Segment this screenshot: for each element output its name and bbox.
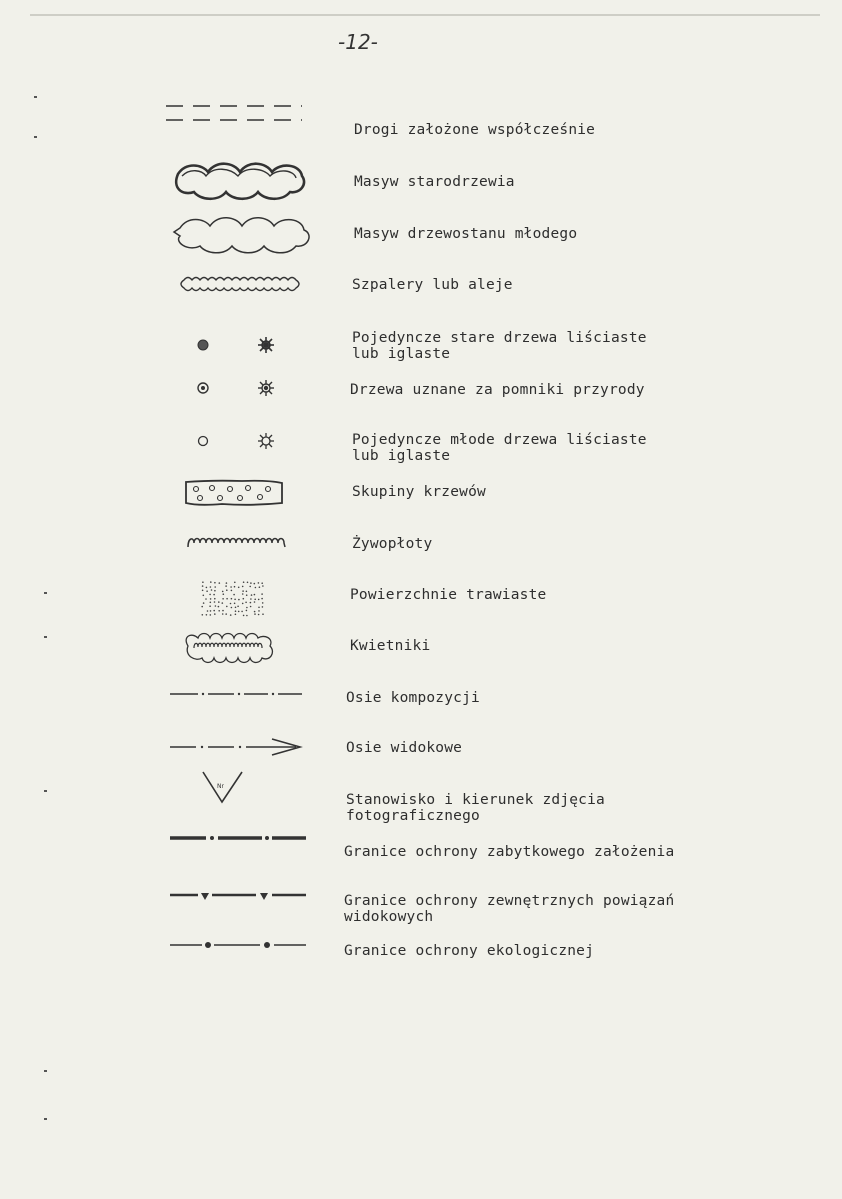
monument-protection-border-icon	[168, 832, 308, 844]
legend-label-ecological-border: Granice ochrony ekologicznej	[344, 943, 595, 959]
margin-mark	[44, 592, 47, 594]
legend-label-monument-border: Granice ochrony zabytkowego założenia	[344, 844, 675, 860]
view-axis-arrow-icon	[168, 737, 304, 757]
shrub-groups-icon	[182, 478, 286, 508]
old-forest-mass-icon	[168, 158, 310, 204]
margin-mark	[34, 96, 37, 98]
margin-mark	[44, 1070, 47, 1072]
grass-area-icon	[200, 580, 266, 616]
page-top-edge	[30, 14, 820, 16]
ecological-protection-border-icon	[168, 938, 308, 952]
legend-label-old-trees: Pojedyncze stare drzewa liściaste lub iglaste	[352, 330, 647, 362]
external-view-protection-border-icon	[168, 890, 308, 904]
dashed-double-line-icon	[164, 100, 304, 126]
margin-mark	[44, 636, 47, 638]
photo-position-number: Nr	[217, 783, 224, 790]
legend-label-young-forest: Masyw drzewostanu młodego	[354, 226, 578, 242]
photo-position-icon	[200, 770, 246, 806]
margin-mark	[44, 1118, 47, 1120]
hedge-icon	[186, 533, 290, 551]
margin-mark	[34, 136, 37, 138]
legend-label-external-view-border: Granice ochrony zewnętrznych powiązań widokowych	[344, 893, 675, 925]
legend-label-young-trees: Pojedyncze młode drzewa liściaste lub iglaste	[352, 432, 647, 464]
legend-label-composition-axes: Osie kompozycji	[346, 690, 480, 706]
flower-bed-icon	[178, 630, 278, 664]
legend-label-monument-trees: Drzewa uznane za pomniki przyrody	[350, 382, 645, 398]
margin-mark	[44, 790, 47, 792]
tree-row-avenue-icon	[178, 274, 304, 294]
legend-label-grass: Powierzchnie trawiaste	[350, 587, 547, 603]
single-old-trees-icon	[194, 334, 280, 356]
composition-axis-icon	[168, 688, 304, 700]
legend-label-shrubs: Skupiny krzewów	[352, 484, 486, 500]
legend-label-hedges: Żywopłoty	[352, 536, 433, 552]
single-young-trees-icon	[194, 430, 280, 452]
legend-label-photo-position: Stanowisko i kierunek zdjęcia fotograficznego	[346, 792, 605, 824]
legend-label-view-axes: Osie widokowe	[346, 740, 463, 756]
legend-label-tree-rows: Szpalery lub aleje	[352, 277, 513, 293]
legend-label-old-forest: Masyw starodrzewia	[354, 174, 515, 190]
page-number: -12-	[338, 30, 378, 54]
legend-label-roads: Drogi założone współcześnie	[354, 122, 596, 138]
legend-label-flower-beds: Kwietniki	[350, 638, 431, 654]
young-forest-mass-icon	[168, 210, 316, 256]
natural-monument-trees-icon	[194, 377, 280, 399]
